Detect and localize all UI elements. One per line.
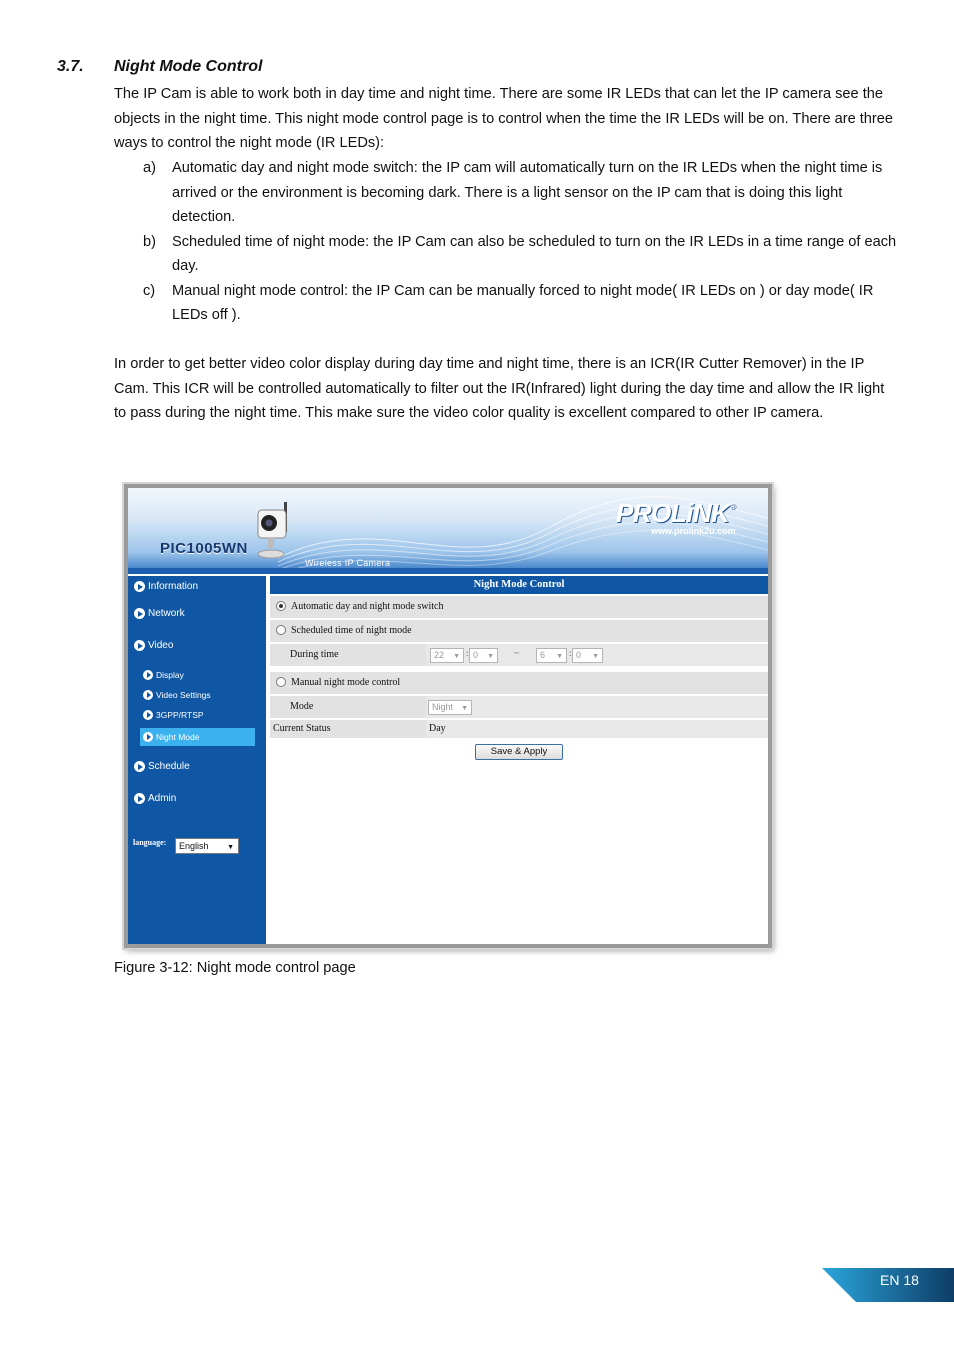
scheduled-mode-radio[interactable] bbox=[276, 625, 286, 635]
status-value: Day bbox=[426, 720, 768, 738]
during-time-controls bbox=[426, 644, 768, 666]
dropdown-arrow-icon: ▼ bbox=[487, 653, 494, 660]
save-apply-button[interactable]: Save & Apply bbox=[475, 744, 563, 760]
dropdown-arrow-icon: ▼ bbox=[461, 705, 468, 712]
arrow-icon bbox=[134, 608, 145, 619]
dropdown-arrow-icon: ▼ bbox=[227, 844, 234, 851]
list-item bbox=[114, 230, 898, 279]
sidebar-item-admin[interactable] bbox=[134, 793, 176, 804]
start-hour-value: 22 bbox=[434, 650, 445, 660]
list-marker: c) bbox=[143, 282, 156, 299]
auto-mode-row bbox=[270, 596, 768, 618]
status-row bbox=[270, 720, 768, 738]
sidebar-item-display[interactable] bbox=[143, 670, 184, 680]
end-hour-value: 6 bbox=[540, 650, 546, 660]
camera-model: PIC1005WN bbox=[160, 540, 248, 557]
sidebar-item-label: Admin bbox=[148, 793, 177, 804]
sidebar-item-rtsp[interactable] bbox=[143, 710, 204, 720]
sidebar-item-label: Video bbox=[148, 640, 174, 651]
logo-registered: ® bbox=[729, 502, 735, 511]
figure-caption: Figure 3-12: Night mode control page bbox=[114, 960, 356, 976]
icr-paragraph: In order to get better video color display during day time and night time, there is an ICR(IR Cutter Remover) in the IP Cam. This ICR will be controlled automatically to filter out the IR(Infrared) light during the day time and allow the IR light to pass during the night time. This make sure the video color quality is excellent compared to other IP camera. bbox=[114, 356, 885, 421]
intro-paragraph: The IP Cam is able to work both in day time and night time. There are some IR LEDs that can let the IP camera see the objects in the night time. This night mode control page is to control when the time the IR LEDs will be on. There are three ways to control the night mode (IR LEDs): bbox=[114, 86, 894, 151]
start-hour-select[interactable] bbox=[430, 648, 464, 663]
mode-label: Mode bbox=[290, 701, 314, 712]
list-item-text: Automatic day and night mode switch: the IP cam will automatically turn on the IR LEDs when the night time is arrived or the environment is becoming dark. There is a light sensor on the IP cam that is doing this light detection. bbox=[172, 160, 883, 225]
sidebar-item-label: Night Mode bbox=[156, 732, 200, 742]
sidebar-item-night-mode[interactable] bbox=[140, 728, 255, 746]
list-item bbox=[114, 279, 898, 328]
arrow-icon bbox=[134, 581, 145, 592]
time-range-tilde: ~ bbox=[514, 648, 519, 658]
sidebar-item-label: Schedule bbox=[148, 761, 190, 772]
header-banner bbox=[128, 488, 768, 574]
sidebar-item-label: Video Settings bbox=[156, 690, 211, 700]
page-number: EN 18 bbox=[880, 1272, 919, 1288]
camera-subtitle: Wireless IP Camera bbox=[305, 558, 391, 568]
sidebar-item-information[interactable] bbox=[134, 581, 198, 592]
arrow-icon bbox=[134, 793, 145, 804]
auto-mode-radio[interactable] bbox=[276, 601, 286, 611]
dropdown-arrow-icon: ▼ bbox=[453, 653, 460, 660]
scheduled-mode-row bbox=[270, 620, 768, 642]
section-title: Night Mode Control bbox=[114, 58, 263, 75]
list-item bbox=[114, 156, 898, 230]
start-minute-value: 0 bbox=[473, 650, 479, 660]
panel-title: Night Mode Control bbox=[270, 576, 768, 594]
manual-mode-row bbox=[270, 672, 768, 694]
start-minute-select[interactable] bbox=[469, 648, 498, 663]
sidebar-item-label: Information bbox=[148, 581, 199, 592]
auto-mode-label: Automatic day and night mode switch bbox=[291, 601, 444, 612]
during-time-row bbox=[270, 644, 768, 666]
end-minute-select[interactable] bbox=[572, 648, 603, 663]
end-minute-value: 0 bbox=[576, 650, 582, 660]
sidebar-item-label: 3GPP/RTSP bbox=[156, 710, 204, 720]
status-label: Current Status bbox=[273, 723, 331, 734]
time-colon: : bbox=[569, 648, 572, 658]
website-url: www.prolink2u.com bbox=[651, 526, 736, 536]
night-mode-options-list bbox=[114, 156, 898, 328]
logo-text: PROLiNK bbox=[616, 498, 730, 528]
mode-row bbox=[270, 696, 768, 718]
arrow-icon bbox=[143, 670, 153, 680]
list-item-text: Scheduled time of night mode: the IP Cam can also be scheduled to turn on the IR LEDs in a time range of each day. bbox=[172, 233, 897, 274]
list-item-text: Manual night mode control: the IP Cam can be manually forced to night mode( IR LEDs on ) or day mode( IR LEDs off ). bbox=[172, 282, 874, 323]
dropdown-arrow-icon: ▼ bbox=[592, 653, 599, 660]
prolink-logo bbox=[616, 498, 735, 529]
manual-mode-label: Manual night mode control bbox=[291, 677, 401, 688]
camera-icon bbox=[254, 502, 300, 560]
language-value: English bbox=[179, 841, 209, 851]
night-mode-panel bbox=[270, 576, 768, 944]
during-time-label: During time bbox=[290, 649, 339, 660]
sidebar-nav bbox=[128, 576, 266, 944]
dropdown-arrow-icon: ▼ bbox=[556, 653, 563, 660]
mode-select[interactable] bbox=[428, 700, 472, 715]
manual-mode-radio[interactable] bbox=[276, 677, 286, 687]
list-marker: b) bbox=[143, 233, 156, 250]
arrow-icon bbox=[134, 761, 145, 772]
arrow-icon bbox=[143, 690, 153, 700]
mode-value: Night bbox=[432, 702, 454, 712]
sidebar-item-schedule[interactable] bbox=[134, 761, 190, 772]
sidebar-item-label: Network bbox=[148, 608, 185, 619]
mode-controls bbox=[426, 696, 768, 718]
scheduled-mode-label: Scheduled time of night mode bbox=[291, 625, 412, 636]
list-marker: a) bbox=[143, 160, 156, 176]
section-number: 3.7. bbox=[57, 58, 84, 75]
sidebar-item-network[interactable] bbox=[134, 608, 185, 619]
end-hour-select[interactable] bbox=[536, 648, 567, 663]
arrow-icon bbox=[134, 640, 145, 651]
sidebar-item-label: Display bbox=[156, 670, 184, 680]
camera-web-ui bbox=[128, 488, 768, 944]
arrow-icon bbox=[143, 732, 153, 742]
language-select[interactable] bbox=[175, 838, 239, 854]
sidebar-item-video[interactable] bbox=[134, 640, 173, 651]
time-colon: : bbox=[466, 648, 469, 658]
sidebar-item-video-settings[interactable] bbox=[143, 690, 211, 700]
language-label: language: bbox=[133, 838, 167, 847]
figure-screenshot bbox=[124, 484, 772, 948]
arrow-icon bbox=[143, 710, 153, 720]
